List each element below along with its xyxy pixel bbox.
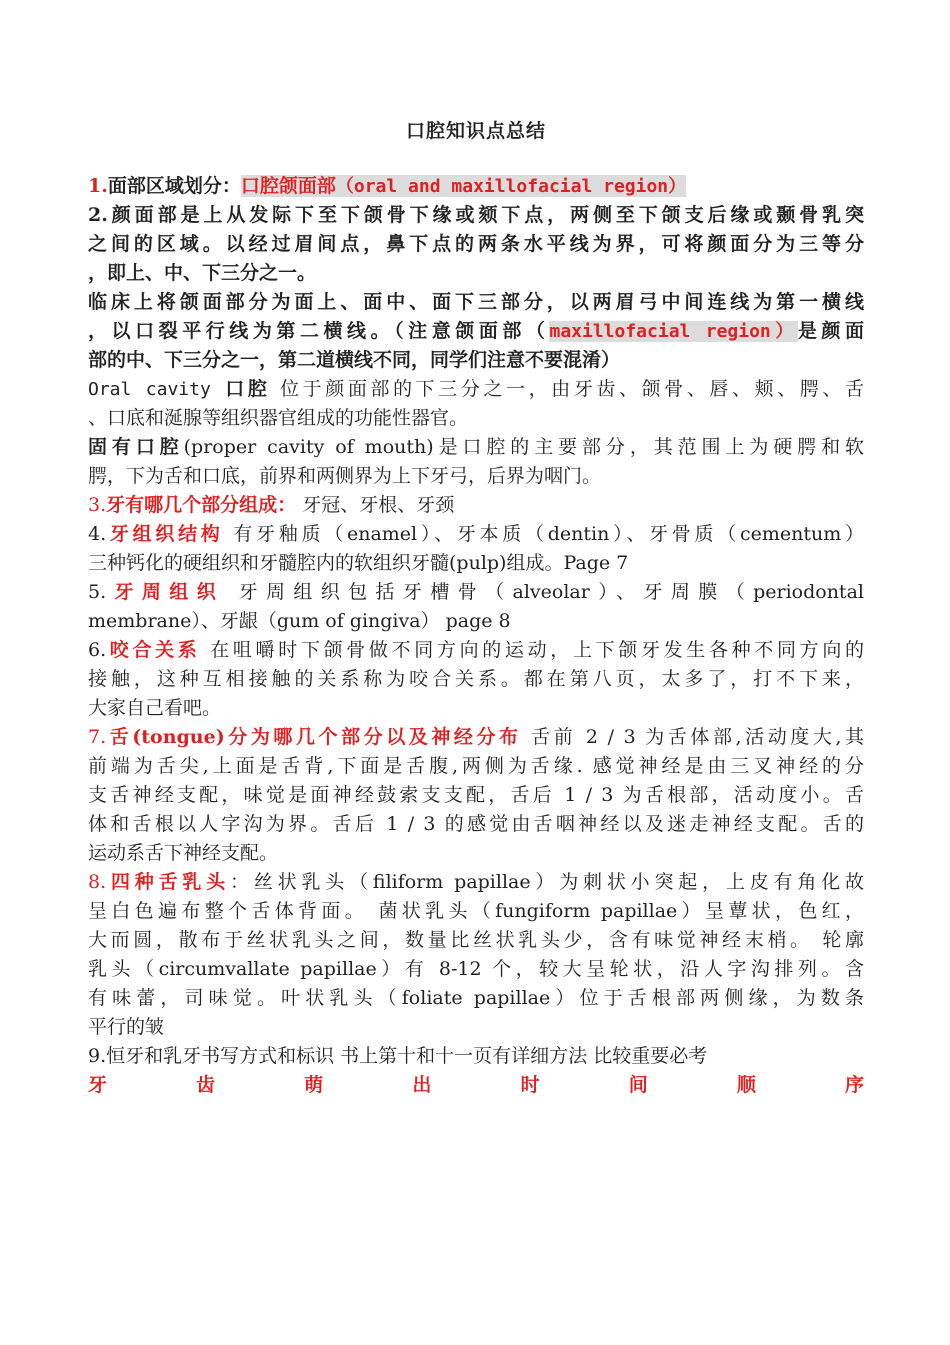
section-3 xyxy=(88,491,864,520)
section-4-text: 有牙釉质（enamel）、牙本质（dentin）、牙骨质（cementum） xyxy=(223,523,864,545)
section-7-line-2: 前端为舌尖,上面是舌背,下面是舌腹,两侧为舌缘. 感觉神经是由三叉神经的分 xyxy=(88,755,864,777)
section-2-line-6: 部的中、下三分之一，第二道横线不同，同学们注意不要混淆） xyxy=(88,349,621,371)
section-7-line-1 xyxy=(88,723,864,752)
section-8-label: 四种舌乳头 xyxy=(106,871,231,893)
oral-cavity-cn: 口腔 xyxy=(225,378,271,400)
section-2-line-4: 临床上将颌面部分为面上、面中、面下三部分，以两眉弓中间连线为第一横线 xyxy=(88,291,864,313)
seq-char: 齿 xyxy=(196,1074,216,1096)
seq-char: 萌 xyxy=(304,1074,324,1096)
section-1 xyxy=(88,172,864,201)
section-6-label: 咬合关系 xyxy=(106,639,201,661)
section-3-text: 牙冠、牙根、牙颈 xyxy=(296,494,455,516)
section-8-line-4: 乳头（circumvallate papillae）有 8-12 个，较大呈轮状，沿人字沟排列。含 xyxy=(88,958,864,980)
seq-char: 时 xyxy=(520,1074,540,1096)
seq-char: 间 xyxy=(628,1074,648,1096)
section-5-line-1 xyxy=(88,578,864,607)
section-5-number: 5. xyxy=(88,581,107,603)
section-7-line-3: 支舌神经支配，味觉是面神经鼓索支支配，舌后 1 / 3 为舌根部，活动度小。舌 xyxy=(88,784,864,806)
eruption-sequence-heading xyxy=(88,1071,864,1100)
section-3-number: 3. xyxy=(88,494,107,516)
section-7-line-4: 体和舌根以人字沟为界。舌后 1 / 3 的感觉由舌咽神经以及迷走神经支配。舌的 xyxy=(88,813,864,835)
section-4-number: 4. xyxy=(88,523,107,545)
section-7-number: 7. xyxy=(88,726,107,748)
section-1-number: 1. xyxy=(88,175,108,197)
document-body xyxy=(88,172,864,1100)
proper-cavity-label: 固有口腔 xyxy=(88,436,184,458)
oral-cavity-line-2: 、口底和涎腺等组织器官组成的功能性器官。 xyxy=(88,407,469,429)
section-6-line-2: 接触，这种互相接触的关系称为咬合关系。都在第八页，太多了，打不下来， xyxy=(88,668,864,690)
proper-cavity-desc: (proper cavity of mouth)是口腔的主要部分，其范围上为硬腭和软 xyxy=(183,436,864,458)
section-8-text: ：丝状乳头（filiform papillae）为刺状小突起，上皮有角化故 xyxy=(230,871,864,893)
section-6-line-1 xyxy=(88,636,864,665)
section-4-label: 牙组织结构 xyxy=(106,523,224,545)
section-3-label: 牙有哪几个部分组成： xyxy=(106,494,297,516)
section-1-term xyxy=(241,175,686,197)
oral-cavity-desc: 位于颜面部的下三分之一，由牙齿、颌骨、唇、颊、腭、舌 xyxy=(270,378,864,400)
section-8-line-1 xyxy=(88,868,864,897)
section-7-line-5: 运动系舌下神经支配。 xyxy=(88,842,279,864)
section-6-number: 6. xyxy=(88,639,107,661)
page-title: 口腔知识点总结 xyxy=(405,120,546,142)
section-2-line-1: 2.颜面部是上从发际下至下颌骨下缘或颏下点，两侧至下颌支后缘或颞骨乳突 xyxy=(88,204,864,226)
section-8-line-2: 呈白色遍布整个舌体背面。 菌状乳头（fungiform papillae）呈蕈状，色红， xyxy=(88,900,864,922)
proper-cavity-line-1 xyxy=(88,433,864,462)
section-1-label: 面部区域划分： xyxy=(107,175,241,197)
seq-char: 序 xyxy=(844,1074,864,1096)
section-9: 9.恒牙和乳牙书写方式和标识 书上第十和十一页有详细方法 比较重要必考 xyxy=(88,1045,708,1067)
section-8-number: 8. xyxy=(88,871,107,893)
section-1-term-en: （oral and maxillofacial region） xyxy=(335,176,687,197)
section-1-term-cn: 口腔颌面部 xyxy=(240,175,336,197)
seq-char: 出 xyxy=(412,1074,432,1096)
seq-char: 牙 xyxy=(88,1074,108,1096)
section-2-line-3: ，即上、中、下三分之一。 xyxy=(88,262,317,284)
section-2-line-5-start: ，以口裂平行线为第二横线。（注意颌面部（ xyxy=(88,320,550,342)
section-6-text: 在咀嚼时下颌骨做不同方向的运动，上下颌牙发生各种不同方向的 xyxy=(200,639,864,661)
section-2-term-en: maxillofacial region） xyxy=(549,321,798,342)
section-5-line-2: membrane）、牙龈（gum of gingiva） page 8 xyxy=(88,610,511,632)
section-7-text: 舌前 2 / 3 为舌体部,活动度大,其 xyxy=(521,726,864,748)
section-4-line-1 xyxy=(88,520,864,549)
section-6-line-3: 大家自己看吧。 xyxy=(88,697,222,719)
proper-cavity-line-2: 腭，下为舌和口底，前界和两侧界为上下牙弓，后界为咽门。 xyxy=(88,465,602,487)
section-2-line-5-end: 是颜面 xyxy=(797,320,864,342)
section-8-line-5: 有味蕾，司味觉。叶状乳头（foliate papillae）位于舌根部两侧缘，为数条 xyxy=(88,987,864,1009)
section-7-label: 舌(tongue)分为哪几个部分以及神经分布 xyxy=(106,726,522,748)
section-8-line-3: 大而圆，散布于丝状乳头之间，数量比丝状乳头少，含有味觉神经末梢。 轮廓 xyxy=(88,929,864,951)
oral-cavity-en: Oral cavity xyxy=(88,379,226,400)
oral-cavity-line-1 xyxy=(88,375,864,404)
section-4-line-2: 三种钙化的硬组织和牙髓腔内的软组织牙髓(pulp)组成。Page 7 xyxy=(88,552,629,574)
seq-char: 顺 xyxy=(736,1074,756,1096)
section-2-line-5 xyxy=(88,317,864,346)
section-5-text: 牙周组织包括牙槽骨（alveolar）、牙周膜（periodontal xyxy=(238,581,864,603)
section-8-line-6: 平行的皱 xyxy=(88,1016,165,1038)
section-2-line-2: 之间的区域。以经过眉间点，鼻下点的两条水平线为界，可将颜面分为三等分 xyxy=(88,233,864,255)
section-5-label: 牙周组织 xyxy=(106,581,225,603)
